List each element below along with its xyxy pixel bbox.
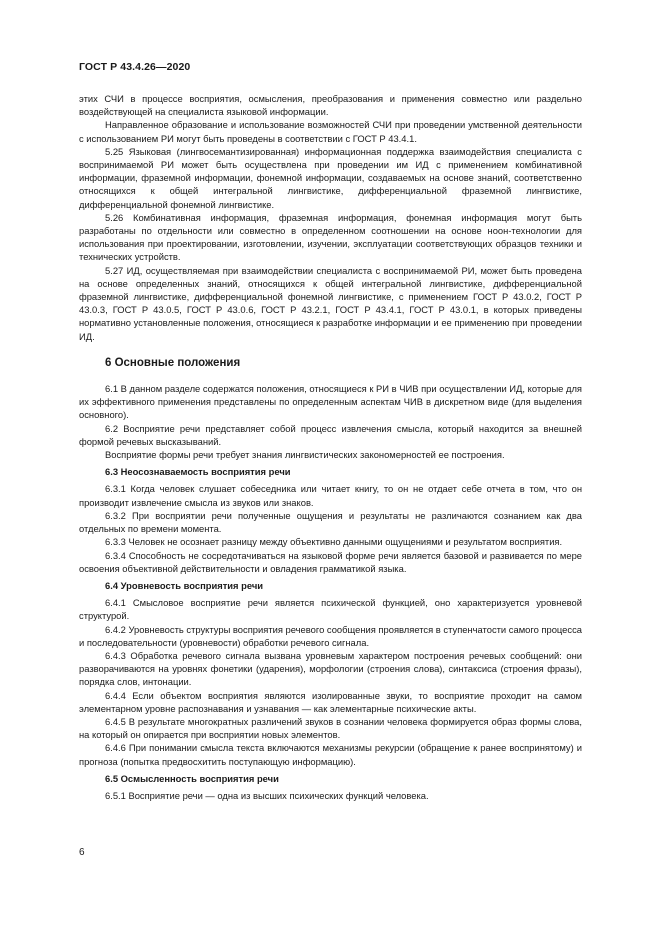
section-6-heading: 6 Основные положения	[105, 356, 241, 369]
page-number: 6	[79, 847, 85, 858]
clause-6-2: 6.2 Восприятие речи представляет собой процесс извлечения смысла, который находится за внешней формой речевых высказываний.	[79, 422, 582, 447]
clause-6-4-6: 6.4.6 При понимании смысла текста включаются механизмы рекурсии (обращение к ранее воспринятому) и прогноза (попытка предвосхитить поступающую информацию).	[79, 742, 582, 767]
subsection-6-5-heading: 6.5 Осмысленность восприятия речи	[105, 772, 279, 784]
clause-6-3-4: 6.3.4 Способность не сосредотачиваться на языковой форме речи является базовой и развивается по мере освоения объективной действительности и овладения грамматикой языка.	[79, 549, 582, 574]
clause-5-25: 5.25 Языковая (лингвосемантизированная) информационная поддержка взаимодействия специалиста с воспринимаемой РИ может быть осуществлена при проведении им ИД с применением комбинативной информации, фраземной информации, фонемной информации, создаваемых на основе знаний, соответственно относящихся к общей интегральной лингвистике, дифференциальной фраземной лингвистике, дифференциальной фонемной лингвистике.	[79, 145, 582, 210]
clause-6-4-4: 6.4.4 Если объектом восприятия являются изолированные звуки, то восприятие проходит на самом элементарном уровне распознавания и узнавания — как элементарные психические акты.	[79, 689, 582, 714]
clause-6-3-2: 6.3.2 При восприятии речи полученные ощущения и результаты не различаются сознанием как два отдельных по времени момента.	[79, 509, 582, 535]
clause-6-5-1: 6.5.1 Восприятие речи — одна из высших психических функций человека.	[105, 789, 429, 801]
paragraph: Направленное образование и использование возможностей СЧИ при проведении умственной деятельности с использованием РИ могут быть проведены в соответствии с ГОСТ Р 43.4.1.	[79, 119, 582, 144]
clause-5-26: 5.26 Комбинативная информация, фраземная информация, фонемная информация могут быть разработаны по отдельности или совместно в определенном соотношении на основе ноон-технологии для использования при проектировании, изготовлении, изучении, эксплуатации соответствующих образцов техники и технических устройств.	[79, 211, 582, 263]
clause-5-27: 5.27 ИД, осуществляемая при взаимодействии специалиста с воспринимаемой РИ, может быть проведена на основе определенных знаний, относящихся к общей интегральной лингвистике, дифференциальной фраземной лингвистике, дифференциальной фонемной лингвистике, с применением ГОСТ Р 43.0.2, ГОСТ Р 43.0.3, ГОСТ Р 43.0.5, ГОСТ Р 43.0.6, ГОСТ Р 43.2.1, ГОСТ Р 43.4.1, ГОСТ Р 43.0.1, в которых приведены нормативно установленные положения, относящиеся к разработке информации и ее применению при проведении ИД.	[79, 264, 582, 342]
clause-6-3-1: 6.3.1 Когда человек слушает собеседника или читает книгу, то он не отдает себе отчета в том, что он производит извлечение смысла из звуков или знаков.	[79, 483, 582, 508]
paragraph: Восприятие формы речи требует знания лингвистических закономерностей ее построения.	[105, 449, 505, 461]
paragraph: этих СЧИ в процессе восприятия, осмысления, преобразования и применения совместно или раздельно воздействующей на специалиста языковой информации.	[79, 93, 582, 118]
document-body	[79, 92, 582, 802]
subsection-6-3-heading: 6.3 Неосознаваемость восприятия речи	[105, 466, 291, 478]
clause-6-4-5: 6.4.5 В результате многократных различений звуков в сознании человека формируется образ формы слова, на который он опирается при восприятии новых элементов.	[79, 715, 582, 741]
document-header: ГОСТ Р 43.4.26—2020	[79, 61, 191, 73]
clause-6-4-3: 6.4.3 Обработка речевого сигнала вызвана уровневым характером построения речевых сообщений: они разворачиваются на уровнях фонетики (ударения), морфологии (строения слова), синтаксиса (строения фразы), порядка слов, интонации.	[79, 649, 582, 688]
subsection-6-4-heading: 6.4 Уровневость восприятия речи	[105, 579, 264, 591]
clause-6-4-2: 6.4.2 Уровневость структуры восприятия речевого сообщения проявляется в ступенчатости самого процесса и последовательности (уровневости) обработки речевого сигнала.	[79, 623, 582, 648]
clause-6-1: 6.1 В данном разделе содержатся положения, относящиеся к РИ в ЧИВ при осуществлении ИД, которые для их эффективного применения представлены по определенным аспектам ЧИВ в дискретном виде (для выделения основного).	[79, 383, 583, 421]
clause-6-4-1: 6.4.1 Смысловое восприятие речи является психической функцией, оно характеризуется уровневой структурой.	[79, 597, 582, 622]
clause-6-3-3: 6.3.3 Человек не осознает разницу между объективно данными ощущениями и результатом восприятия.	[105, 536, 563, 548]
